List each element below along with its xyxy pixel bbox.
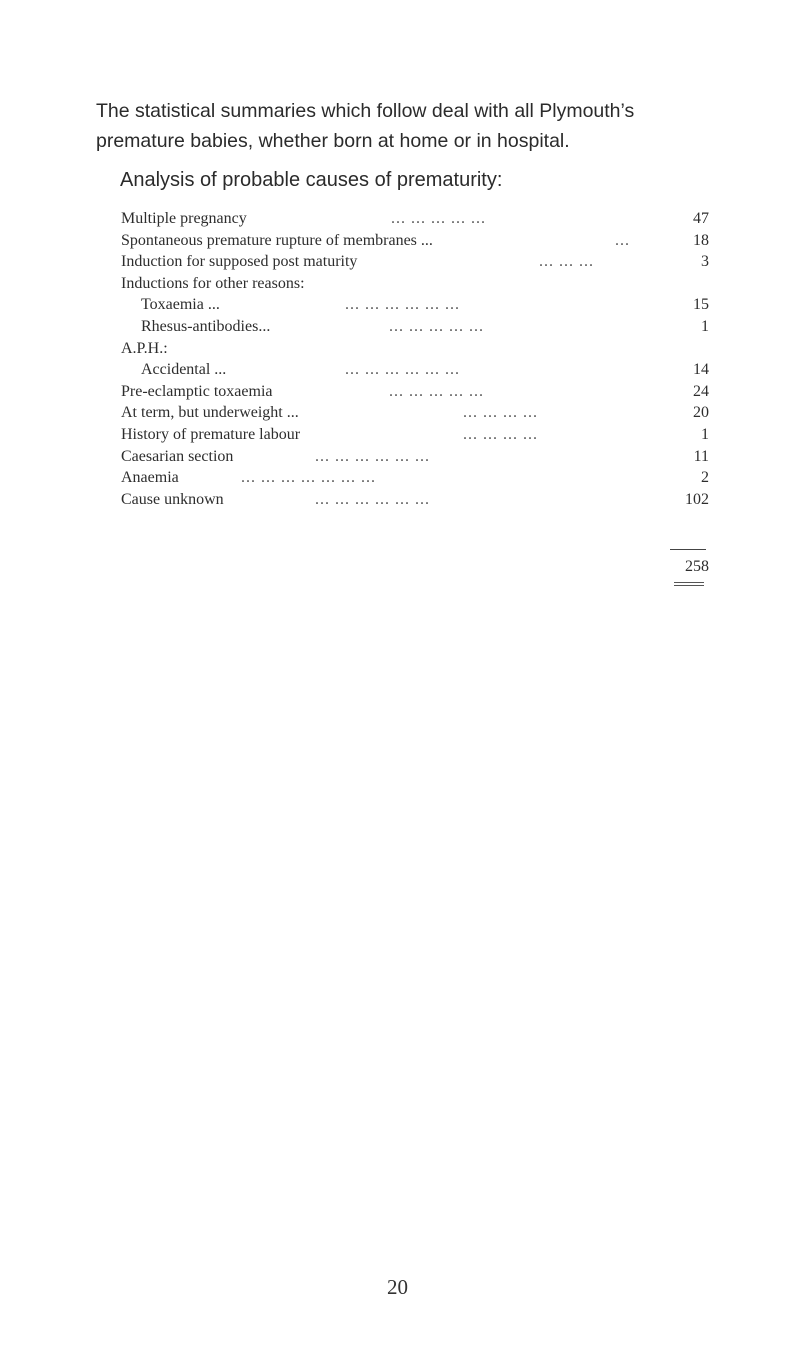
row-leader-dots: ... ... ... ... ... ...: [315, 490, 430, 508]
table-row: [121, 489, 709, 511]
row-leader-dots: ... ... ... ... ...: [389, 317, 484, 335]
row-leader-dots: ... ... ... ... ... ...: [345, 296, 460, 314]
row-leader-dots: ... ... ... ... ... ...: [315, 447, 430, 465]
row-value: 20: [693, 404, 709, 422]
row-label: Anaemia: [121, 469, 179, 487]
section-heading: Analysis of probable causes of prematurity:: [120, 169, 503, 191]
row-leader-dots: ... ... ... ... ... ... ...: [241, 469, 376, 487]
row-label: Inductions for other reasons:: [121, 274, 305, 292]
table-row: [121, 208, 709, 230]
row-label: Pre-eclamptic toxaemia: [121, 382, 273, 400]
table-row: [121, 316, 709, 338]
table-row: [121, 294, 709, 316]
row-value: 24: [693, 382, 709, 400]
row-label: Rhesus-antibodies...: [141, 317, 271, 335]
row-label: A.P.H.:: [121, 339, 168, 357]
row-label: Spontaneous premature rupture of membranes ...: [121, 231, 433, 249]
total-double-rule: [674, 582, 704, 586]
table-row: [121, 273, 709, 295]
table-row: [121, 402, 709, 424]
table-row: [121, 446, 709, 468]
table-row: [121, 381, 709, 403]
row-value: 11: [693, 447, 709, 465]
table-row: [121, 338, 709, 360]
total-value: 258: [685, 558, 709, 575]
row-label: Cause unknown: [121, 490, 224, 508]
intro-paragraph: [96, 96, 776, 156]
row-label: Accidental ...: [141, 361, 227, 379]
page-number: 20: [387, 1275, 408, 1299]
row-leader-dots: ... ... ... ... ...: [391, 210, 486, 227]
row-label: History of premature labour: [121, 425, 301, 443]
row-leader-dots: ...: [615, 231, 630, 249]
row-leader-dots: ... ... ...: [539, 253, 594, 271]
causes-table: [121, 208, 709, 510]
intro-line-1: The statistical summaries which follow deal with all Plymouth’s: [96, 100, 635, 122]
row-label: Multiple pregnancy: [121, 210, 247, 227]
row-leader-dots: ... ... ... ...: [463, 404, 538, 422]
sum-rule: [670, 549, 706, 550]
row-value: 18: [693, 231, 709, 249]
table-row: [121, 251, 709, 273]
row-value: 14: [693, 361, 709, 379]
table-row: [121, 424, 709, 446]
table-row: [121, 230, 709, 252]
total-block: [664, 549, 709, 586]
row-value: 1: [701, 425, 709, 443]
row-label: Induction for supposed post maturity: [121, 253, 358, 271]
row-leader-dots: ... ... ... ... ...: [389, 382, 484, 400]
table-row: [121, 359, 709, 381]
row-label: Caesarian section: [121, 447, 234, 465]
row-value: 15: [693, 296, 709, 314]
row-leader-dots: ... ... ... ...: [463, 425, 538, 443]
row-value: 2: [701, 469, 709, 487]
table-row: [121, 467, 709, 489]
row-label: Toxaemia ...: [141, 296, 220, 314]
row-label: At term, but underweight ...: [121, 404, 299, 422]
row-value: 3: [701, 253, 709, 271]
row-value: 102: [685, 490, 709, 508]
intro-line-2: premature babies, whether born at home or in hospital.: [96, 130, 570, 152]
row-value: 1: [701, 317, 709, 335]
row-leader-dots: ... ... ... ... ... ...: [345, 361, 460, 379]
row-value: 47: [693, 210, 709, 227]
